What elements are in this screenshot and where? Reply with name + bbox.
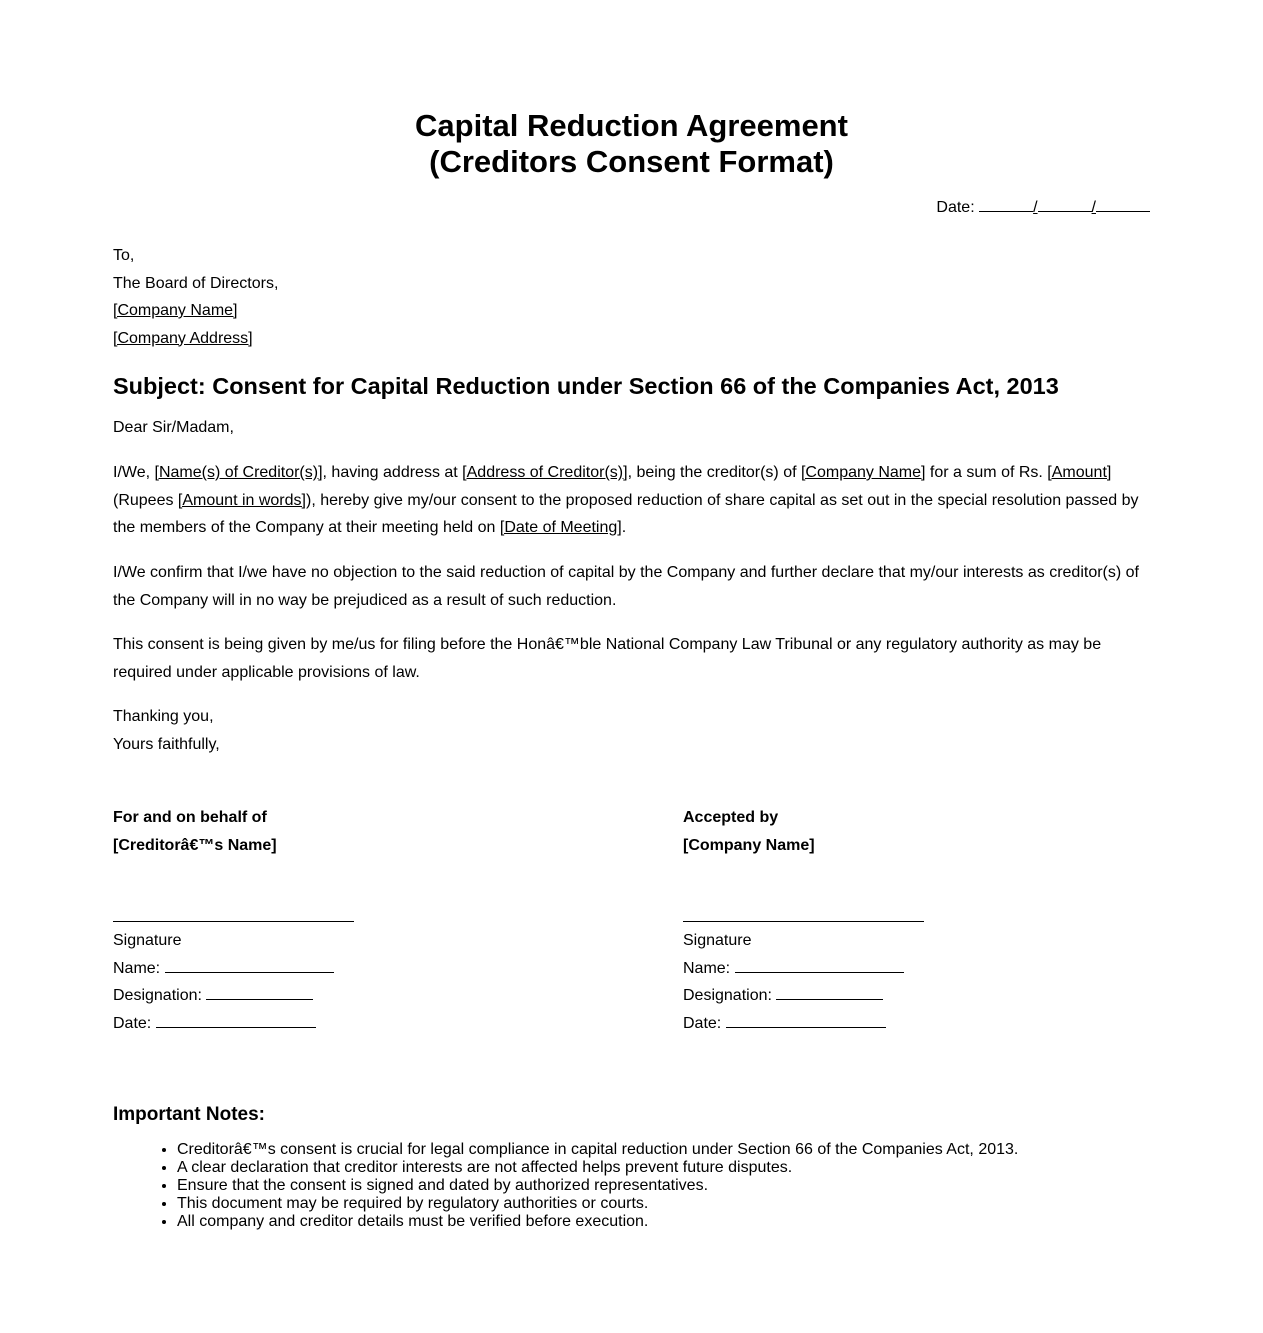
company-name-row (683, 955, 1083, 983)
note-item: • Ensure that the consent is signed and dated by authorized representatives. (177, 1177, 1018, 1195)
salutation: Dear Sir/Madam, (113, 419, 234, 436)
closing-thanks: Thanking you, (113, 708, 214, 725)
creditor-date-row (113, 1010, 513, 1038)
confirmation-paragraph: I/We confirm that I/we have no objection to the said reduction of capital by the Company and further declare that my/our interests as creditor(s) of the Company will in no way be prejudiced as a result of such reduction. (113, 564, 1139, 609)
addressee-company-name: [Company Name] (113, 302, 238, 319)
field-creditor-address: [Address of Creditor(s)] (462, 464, 628, 481)
company-date-blank (726, 1013, 886, 1028)
para1-text-2: , having address at (322, 464, 463, 481)
creditor-designation-label: Designation: (113, 987, 202, 1004)
closing-yours: Yours faithfully, (113, 735, 220, 753)
para1-text-7: . (621, 519, 627, 536)
addressee-company-address: [Company Address] (113, 329, 253, 347)
note-item: • A clear declaration that creditor interests are not affected helps prevent future disputes. (177, 1159, 1018, 1177)
note-item: • This document may be required by regulatory authorities or courts. (177, 1195, 1018, 1213)
header-date-label: Date: (936, 199, 975, 216)
para1-text-3: , being the creditor(s) of (627, 464, 801, 481)
company-name-blank (735, 958, 904, 973)
filing-paragraph: This consent is being given by me/us for filing before the Honâ€™ble National Company Law Tribunal or any regulatory authority as may be required under applicable provisions of law. (113, 636, 1102, 681)
company-date-label: Date: (683, 1014, 722, 1032)
creditor-heading-2: [Creditorâ€™s Name] (113, 836, 277, 854)
company-name-label: Name: (683, 959, 731, 977)
creditor-signature-block (113, 804, 513, 1037)
creditor-heading-1: For and on behalf of (113, 809, 267, 826)
company-heading-2: [Company Name] (683, 836, 815, 854)
para1-text-4: for a sum of Rs. (925, 464, 1048, 481)
date-year-blank (1096, 197, 1150, 212)
field-meeting-date: [Date of Meeting] (499, 519, 622, 536)
note-item: • All company and creditor details must be verified before execution. (177, 1213, 1018, 1231)
company-signature-line (683, 921, 924, 922)
title-line-2: (Creditors Consent Format) (429, 144, 834, 179)
para1-text-1: I/We, (113, 464, 155, 481)
creditor-name-row (113, 955, 513, 983)
company-signature-label: Signature (683, 932, 752, 949)
company-heading-1: Accepted by (683, 809, 779, 826)
date-month-blank (1038, 197, 1092, 212)
company-signature-block (683, 804, 1083, 1037)
closing-block (113, 703, 1153, 758)
creditor-date-label: Date: (113, 1014, 152, 1032)
addressee-board: The Board of Directors, (113, 274, 279, 292)
field-amount: [Amount] (1047, 464, 1112, 481)
date-sep-1: / (1033, 199, 1038, 216)
creditor-name-label: Name: (113, 959, 161, 977)
subject-heading: Subject: Consent for Capital Reduction under Section 66 of the Companies Act, 2013 (113, 373, 1059, 399)
header-date (936, 197, 1150, 218)
company-designation-row (683, 982, 1083, 1010)
note-item: • Creditorâ€™s consent is crucial for legal compliance in capital reduction under Section 66 of the Companies Act, 2013. (177, 1141, 1018, 1159)
notes-list (113, 1141, 1018, 1231)
notes-heading: Important Notes: (113, 1104, 265, 1125)
field-amount-words: [Amount in words] (177, 491, 306, 509)
creditor-designation-row (113, 982, 513, 1010)
company-date-row (683, 1010, 1083, 1038)
addressee-block (113, 242, 278, 352)
addressee-to: To, (113, 247, 135, 264)
creditor-signature-label: Signature (113, 932, 182, 949)
creditor-name-blank (165, 958, 334, 973)
para1-text-5: (Rupees (113, 491, 178, 509)
company-designation-label: Designation: (683, 987, 772, 1004)
para1-text-6: ), hereby give my/our consent to the proposed reduction of share capital as set out in the special resolution passed by the members of the Company at their meeting held on (113, 491, 1139, 536)
document-title (0, 108, 1263, 180)
creditor-date-blank (156, 1013, 316, 1028)
creditor-designation-blank (206, 985, 313, 1000)
field-company-name: [Company Name] (800, 464, 926, 481)
date-day-blank (979, 197, 1033, 212)
field-creditor-names: [Name(s) of Creditor(s)] (154, 464, 323, 481)
company-designation-blank (776, 985, 883, 1000)
consent-paragraph (113, 459, 1153, 542)
date-sep-2: / (1091, 199, 1096, 216)
creditor-signature-line (113, 921, 354, 922)
title-line-1: Capital Reduction Agreement (415, 108, 848, 143)
